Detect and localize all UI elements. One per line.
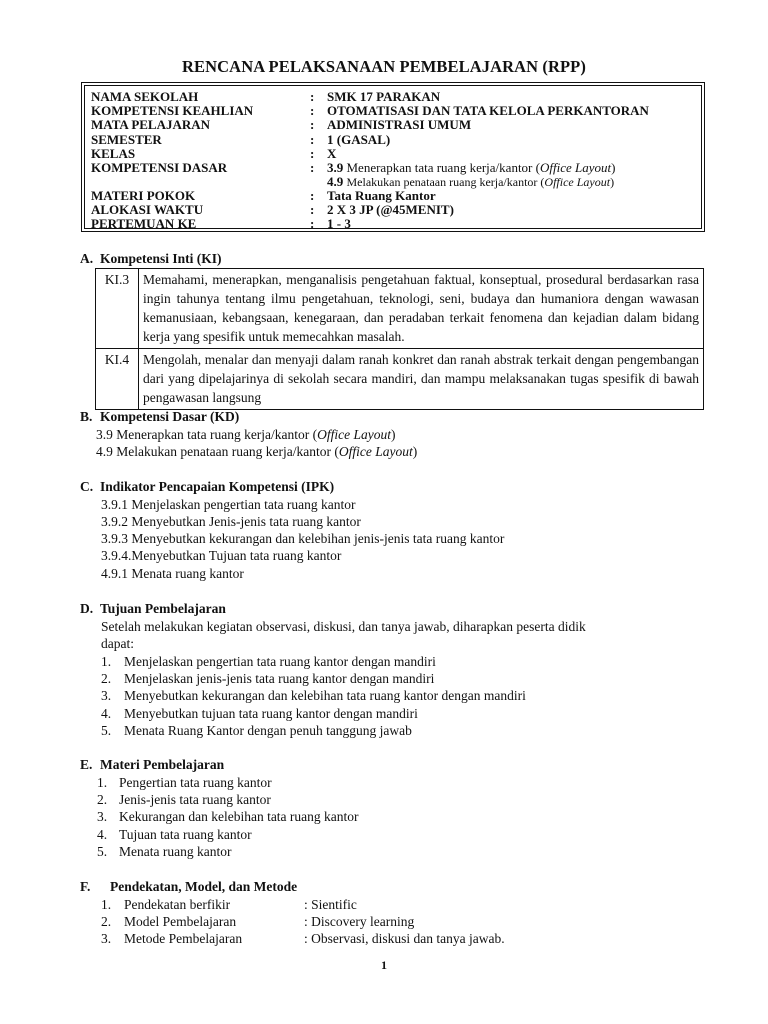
table-row (96, 269, 704, 349)
list-number: 1. (97, 775, 108, 790)
identity-label: KOMPETENSI DASAR (91, 160, 228, 175)
identity-row-kd (82, 161, 704, 175)
ipk-item: 3.9.3 Menyebutkan kekurangan dan kelebihan jenis-jenis tata ruang kantor (101, 531, 505, 546)
list-number: 1. (101, 897, 112, 912)
identity-row (82, 104, 704, 118)
identity-value: OTOMATISASI DAN TATA KELOLA PERKANTORAN (327, 103, 649, 118)
identity-value: Tata Ruang Kantor (327, 188, 436, 203)
kd-item: 4.9 Melakukan penataan ruang kerja/kantor (Office Layout) (96, 444, 418, 459)
identity-row (82, 90, 704, 104)
materi-item: Tujuan tata ruang kantor (119, 827, 252, 842)
page-number: 1 (381, 958, 387, 972)
ipk-item: 3.9.1 Menjelaskan pengertian tata ruang kantor (101, 497, 356, 512)
identity-value: SMK 17 PARAKAN (327, 89, 441, 104)
identity-row (82, 133, 704, 147)
identity-value: 1 (GASAL) (327, 132, 391, 147)
method-label: Model Pembelajaran (124, 914, 237, 929)
method-label: Pendekatan berfikir (124, 897, 231, 912)
list-number: 5. (97, 844, 108, 859)
identity-colon: : (310, 132, 315, 147)
tujuan-item: Menata Ruang Kantor dengan penuh tanggung jawab (124, 723, 412, 738)
identity-value: 1 - 3 (327, 216, 351, 231)
identity-label: PERTEMUAN KE (91, 216, 197, 231)
ipk-item: 4.9.1 Menata ruang kantor (101, 566, 244, 581)
tujuan-intro: Setelah melakukan kegiatan observasi, diskusi, dan tanya jawab, diharapkan peserta didik (101, 619, 586, 634)
list-number: 1. (101, 654, 112, 669)
identity-box (81, 82, 705, 232)
identity-colon: : (310, 89, 315, 104)
identity-row (82, 118, 704, 132)
ki-description: Memahami, menerapkan, menganalisis pengetahuan faktual, konseptual, prosedural berdasarkan rasa ingin tahunya tentang ilmu pengetahuan, teknologi, seni, budaya dan humaniora dengan wawasan kemanusiaan, kebangsaan, kenegaraan, dan peradaban terkait fenomena dan kejadian dalam bidang kerja yang spesifik untuk memecahkan masalah. (139, 269, 704, 349)
kd-line-3-9: 3.9 Menerapkan tata ruang kerja/kantor (Office Layout) (327, 160, 616, 175)
tujuan-item: Menyebutkan tujuan tata ruang kantor dengan mandiri (124, 706, 418, 721)
identity-colon: : (310, 202, 315, 217)
list-number: 2. (101, 914, 112, 929)
table-row (96, 349, 704, 410)
identity-label: MATA PELAJARAN (91, 117, 211, 132)
tujuan-item: Menjelaskan jenis-jenis tata ruang kantor dengan mandiri (124, 671, 435, 686)
identity-value: ADMINISTRASI UMUM (327, 117, 472, 132)
method-value: : Discovery learning (304, 914, 415, 929)
section-a-heading: A. Kompetensi Inti (KI) (80, 251, 222, 266)
identity-colon: : (310, 160, 315, 175)
section-e-heading: E. Materi Pembelajaran (80, 757, 225, 772)
identity-colon: : (310, 146, 315, 161)
tujuan-item: Menyebutkan kekurangan dan kelebihan tata ruang kantor dengan mandiri (124, 688, 526, 703)
identity-colon: : (310, 117, 315, 132)
list-number: 4. (97, 827, 108, 842)
identity-row (82, 147, 704, 161)
section-d-heading: D. Tujuan Pembelajaran (80, 601, 226, 616)
materi-item: Kekurangan dan kelebihan tata ruang kantor (119, 809, 359, 824)
identity-colon: : (310, 216, 315, 231)
document-title: RENCANA PELAKSANAAN PEMBELAJARAN (RPP) (182, 57, 586, 76)
list-number: 2. (97, 792, 108, 807)
list-number: 3. (101, 688, 112, 703)
method-label: Metode Pembelajaran (124, 931, 243, 946)
kd-line-4-9: 4.9 Melakukan penataan ruang kerja/kantor (Office Layout) (327, 174, 615, 189)
identity-label: MATERI POKOK (91, 188, 196, 203)
ki-code: KI.3 (96, 269, 139, 349)
identity-label: KELAS (91, 146, 136, 161)
materi-item: Menata ruang kantor (119, 844, 232, 859)
ipk-item: 3.9.4.Menyebutkan Tujuan tata ruang kantor (101, 548, 342, 563)
section-b-heading: B. Kompetensi Dasar (KD) (80, 409, 240, 424)
method-value: : Observasi, diskusi dan tanya jawab. (304, 931, 505, 946)
identity-row (82, 203, 704, 217)
section-f-heading: F. Pendekatan, Model, dan Metode (80, 879, 298, 894)
identity-label: SEMESTER (91, 132, 162, 147)
list-number: 5. (101, 723, 112, 738)
identity-row (82, 217, 704, 231)
section-c-heading: C. Indikator Pencapaian Kompetensi (IPK) (80, 479, 335, 494)
identity-colon: : (310, 103, 315, 118)
ki-description: Mengolah, menalar dan menyaji dalam ranah konkret dan ranah abstrak terkait dengan pengembangan dari yang dipelajarinya di sekolah secara mandiri, dan mampu melaksanakan tugas spesifik di bawah pengawasan langsung (139, 349, 704, 410)
materi-item: Pengertian tata ruang kantor (119, 775, 272, 790)
list-number: 3. (97, 809, 108, 824)
identity-value: X (327, 146, 337, 161)
kd-item: 3.9 Menerapkan tata ruang kerja/kantor (Office Layout) (96, 427, 396, 442)
identity-value: 2 X 3 JP (@45MENIT) (327, 202, 454, 217)
list-number: 3. (101, 931, 112, 946)
identity-label: NAMA SEKOLAH (91, 89, 199, 104)
identity-row (82, 189, 704, 203)
tujuan-intro-cont: dapat: (101, 636, 134, 651)
ipk-item: 3.9.2 Menyebutkan Jenis-jenis tata ruang kantor (101, 514, 361, 529)
identity-row-kd2 (82, 175, 704, 189)
identity-colon: : (310, 188, 315, 203)
method-value: : Sientific (304, 897, 357, 912)
ki-table (95, 268, 704, 410)
list-number: 2. (101, 671, 112, 686)
tujuan-item: Menjelaskan pengertian tata ruang kantor dengan mandiri (124, 654, 436, 669)
identity-label: ALOKASI WAKTU (91, 202, 204, 217)
list-number: 4. (101, 706, 112, 721)
ki-code: KI.4 (96, 349, 139, 410)
materi-item: Jenis-jenis tata ruang kantor (119, 792, 271, 807)
identity-label: KOMPETENSI KEAHLIAN (91, 103, 254, 118)
